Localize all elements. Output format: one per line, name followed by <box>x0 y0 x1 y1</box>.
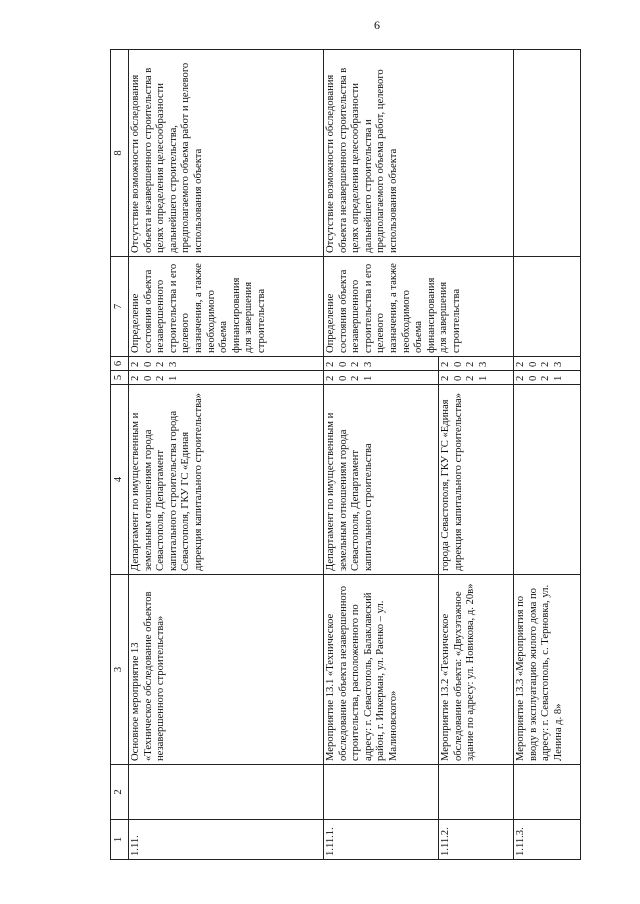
column-header: 8 <box>111 50 129 257</box>
start-year: 2021 <box>439 371 514 385</box>
column-header: 3 <box>111 575 129 765</box>
table-row <box>324 50 439 860</box>
activity-name: Мероприятие 13.1 «Техническое обследование объекта незавершенного строительства, расположенного по адресу: г. Севастополь, Балаклавский район, г. Инкерман, ул. Раенко – ул. Малиновского» <box>324 575 439 765</box>
activity-name: Основное мероприятие 13 «Техническое обследование объектов незавершенного строительства» <box>129 575 324 765</box>
activities-table <box>110 49 581 860</box>
activity-name: Мероприятие 13.3 «Мероприятия по вводу в эксплуатацию жилого дома по адресу: г. Севастополь, с. Терновка, ул. Ленина д. 8» <box>514 575 581 765</box>
end-year: 2023 <box>439 357 514 371</box>
responsible-executor: Департамент по имущественным и земельным отношениям города Севастополя, Департамент капитального строительства города Севастополя, ГКУ ГС «Единая дирекция капитального строительства» <box>129 385 324 575</box>
column-header: 6 <box>111 357 129 371</box>
end-year: 2023 <box>129 357 324 371</box>
start-year: 2021 <box>129 371 324 385</box>
table-row <box>514 50 581 860</box>
cell-c2 <box>129 765 324 820</box>
responsible-executor: города Севастополя, ГКУ ГС «Единая дирекция капитального строительства» <box>439 385 514 575</box>
header-row <box>111 50 129 860</box>
responsible-executor: Департамент по имущественным и земельным отношениям города Севастополя, Департамент капитального строительства <box>324 385 439 575</box>
start-year: 2021 <box>514 371 581 385</box>
row-number: 1.11. <box>129 820 324 860</box>
cell-c2 <box>324 765 439 820</box>
expected-result: Определение состояния объекта незавершенного строительства и его целевого назначения, а также необходимого объема финансирования для завершения строительства <box>129 257 324 357</box>
cell-c2 <box>439 765 514 820</box>
cell-c2 <box>514 765 581 820</box>
row-number: 1.11.2. <box>439 820 514 860</box>
responsible-executor <box>514 385 581 575</box>
column-header: 2 <box>111 765 129 820</box>
expected-result: Определение состояния объекта незавершенного строительства и его целевого назначения, а также необходимого объема финансирования для завершения строительства <box>324 257 514 357</box>
activity-name: Мероприятие 13.2 «Техническое обследование объекта: «Двухэтажное здание по адресу: ул. Новикова, д. 20в» <box>439 575 514 765</box>
table-row <box>129 50 324 860</box>
row-number: 1.11.1. <box>324 820 439 860</box>
consequences: Отсутствие возможности обследования объекта незавершенного строительства в целях определения целесообразности дальнейшего строительства, предполагаемого объема работ и целевого использования объекта <box>129 50 324 257</box>
consequences <box>514 50 581 257</box>
column-header: 4 <box>111 385 129 575</box>
column-header: 5 <box>111 371 129 385</box>
column-header: 7 <box>111 257 129 357</box>
page-number: 6 <box>374 18 380 32</box>
consequences: Отсутствие возможности обследования объекта незавершенного строительства в целях определения целесообразности дальнейшего строительства и предполагаемого объема работ, целевого использования объекта <box>324 50 514 257</box>
rotated-table-container <box>110 50 580 860</box>
end-year: 2023 <box>324 357 439 371</box>
row-number: 1.11.3. <box>514 820 581 860</box>
column-header: 1 <box>111 820 129 860</box>
end-year: 2023 <box>514 357 581 371</box>
start-year: 2021 <box>324 371 439 385</box>
expected-result <box>514 257 581 357</box>
